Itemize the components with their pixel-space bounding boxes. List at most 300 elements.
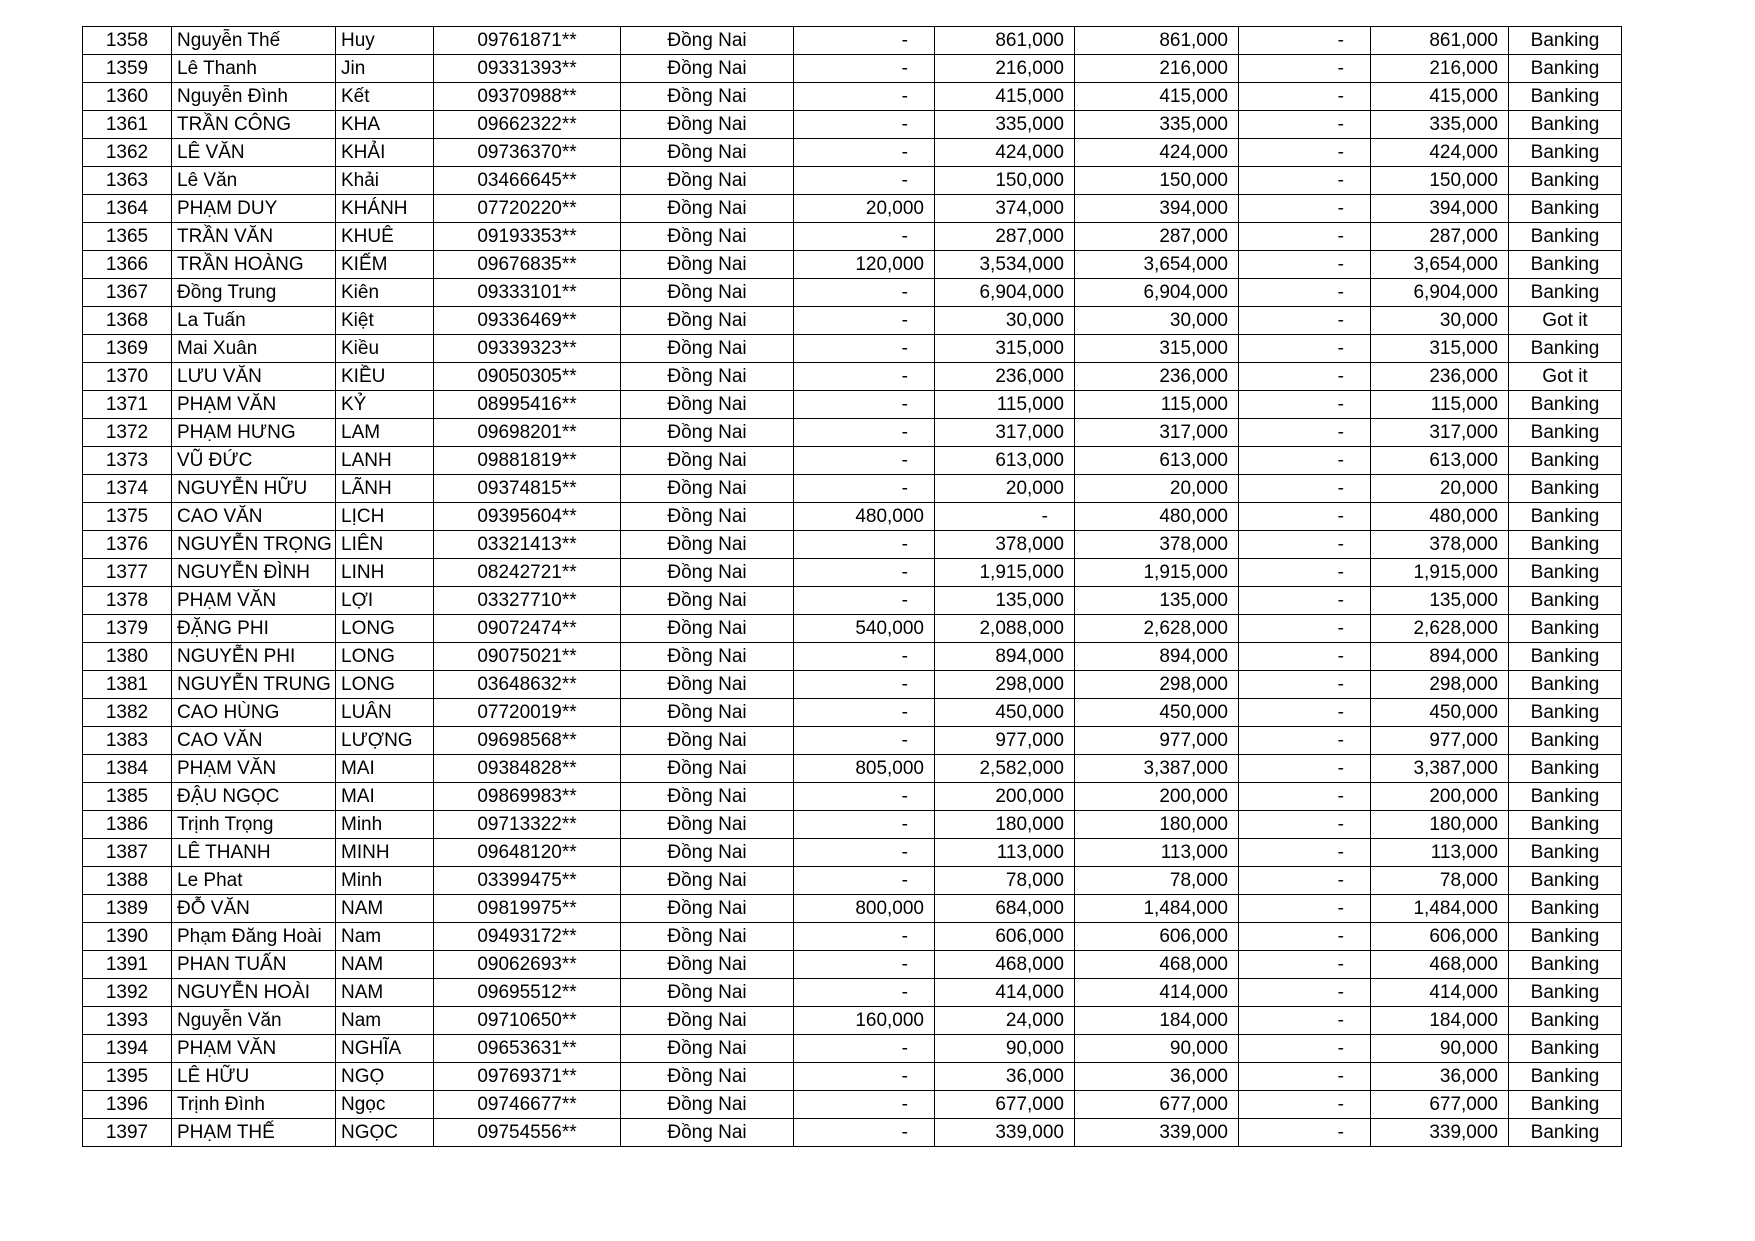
total-cell: 468,000 xyxy=(1075,951,1239,979)
phone-cell: 09075021** xyxy=(434,643,621,671)
phone-cell: 09698201** xyxy=(434,419,621,447)
row-number: 1366 xyxy=(83,251,172,279)
given-name-cell: Huy xyxy=(336,27,434,55)
payment-method-cell: Banking xyxy=(1509,951,1622,979)
deduction-cell: - xyxy=(1239,223,1371,251)
given-name-cell: KỶ xyxy=(336,391,434,419)
amount-b-cell: 861,000 xyxy=(935,27,1075,55)
table-row xyxy=(83,559,1622,587)
province-cell: Đồng Nai xyxy=(621,587,794,615)
deduction-cell: - xyxy=(1239,27,1371,55)
total-cell: 200,000 xyxy=(1075,783,1239,811)
table-row xyxy=(83,755,1622,783)
province-cell: Đồng Nai xyxy=(621,111,794,139)
province-cell: Đồng Nai xyxy=(621,391,794,419)
surname-cell: LÊ VĂN xyxy=(172,139,336,167)
payment-method-cell: Banking xyxy=(1509,587,1622,615)
deduction-cell: - xyxy=(1239,419,1371,447)
row-number: 1389 xyxy=(83,895,172,923)
net-cell: 317,000 xyxy=(1371,419,1509,447)
amount-a-cell: - xyxy=(794,951,935,979)
total-cell: 414,000 xyxy=(1075,979,1239,1007)
net-cell: 3,654,000 xyxy=(1371,251,1509,279)
amount-b-cell: 613,000 xyxy=(935,447,1075,475)
deduction-cell: - xyxy=(1239,867,1371,895)
given-name-cell: Jin xyxy=(336,55,434,83)
phone-cell: 09339323** xyxy=(434,335,621,363)
deduction-cell: - xyxy=(1239,671,1371,699)
row-number: 1386 xyxy=(83,811,172,839)
table-row xyxy=(83,727,1622,755)
deduction-cell: - xyxy=(1239,895,1371,923)
surname-cell: Nguyễn Đình xyxy=(172,83,336,111)
payment-method-cell: Banking xyxy=(1509,867,1622,895)
deduction-cell: - xyxy=(1239,503,1371,531)
province-cell: Đồng Nai xyxy=(621,811,794,839)
surname-cell: LÊ HỮU xyxy=(172,1063,336,1091)
payment-method-cell: Got it xyxy=(1509,307,1622,335)
total-cell: 339,000 xyxy=(1075,1119,1239,1147)
amount-a-cell: - xyxy=(794,587,935,615)
row-number: 1358 xyxy=(83,27,172,55)
given-name-cell: Minh xyxy=(336,867,434,895)
amount-a-cell: - xyxy=(794,923,935,951)
phone-cell: 09761871** xyxy=(434,27,621,55)
phone-cell: 09370988** xyxy=(434,83,621,111)
given-name-cell: LAM xyxy=(336,419,434,447)
payment-method-cell: Banking xyxy=(1509,979,1622,1007)
table-row xyxy=(83,167,1622,195)
deduction-cell: - xyxy=(1239,559,1371,587)
given-name-cell: LƯỢNG xyxy=(336,727,434,755)
payment-method-cell: Banking xyxy=(1509,167,1622,195)
total-cell: 894,000 xyxy=(1075,643,1239,671)
province-cell: Đồng Nai xyxy=(621,839,794,867)
amount-a-cell: - xyxy=(794,111,935,139)
phone-cell: 09395604** xyxy=(434,503,621,531)
table-row xyxy=(83,615,1622,643)
given-name-cell: KHẢI xyxy=(336,139,434,167)
payment-method-cell: Banking xyxy=(1509,139,1622,167)
table-row xyxy=(83,503,1622,531)
row-number: 1390 xyxy=(83,923,172,951)
table-row xyxy=(83,391,1622,419)
deduction-cell: - xyxy=(1239,811,1371,839)
province-cell: Đồng Nai xyxy=(621,307,794,335)
amount-b-cell: 415,000 xyxy=(935,83,1075,111)
amount-a-cell: - xyxy=(794,391,935,419)
surname-cell: NGUYỄN TRUNG xyxy=(172,671,336,699)
given-name-cell: KIẾM xyxy=(336,251,434,279)
net-cell: 298,000 xyxy=(1371,671,1509,699)
table-row xyxy=(83,979,1622,1007)
total-cell: 394,000 xyxy=(1075,195,1239,223)
amount-a-cell: 480,000 xyxy=(794,503,935,531)
net-cell: 287,000 xyxy=(1371,223,1509,251)
table-row xyxy=(83,363,1622,391)
total-cell: 317,000 xyxy=(1075,419,1239,447)
phone-cell: 03327710** xyxy=(434,587,621,615)
net-cell: 424,000 xyxy=(1371,139,1509,167)
amount-a-cell: - xyxy=(794,139,935,167)
net-cell: 216,000 xyxy=(1371,55,1509,83)
net-cell: 20,000 xyxy=(1371,475,1509,503)
net-cell: 3,387,000 xyxy=(1371,755,1509,783)
amount-b-cell: 424,000 xyxy=(935,139,1075,167)
given-name-cell: KHUÊ xyxy=(336,223,434,251)
amount-a-cell: - xyxy=(794,279,935,307)
surname-cell: TRẦN HOÀNG xyxy=(172,251,336,279)
deduction-cell: - xyxy=(1239,447,1371,475)
deduction-cell: - xyxy=(1239,55,1371,83)
net-cell: 236,000 xyxy=(1371,363,1509,391)
data-table xyxy=(82,26,1622,1147)
table-row xyxy=(83,699,1622,727)
total-cell: 287,000 xyxy=(1075,223,1239,251)
amount-b-cell: 606,000 xyxy=(935,923,1075,951)
province-cell: Đồng Nai xyxy=(621,1007,794,1035)
province-cell: Đồng Nai xyxy=(621,363,794,391)
total-cell: 977,000 xyxy=(1075,727,1239,755)
phone-cell: 09881819** xyxy=(434,447,621,475)
amount-b-cell: 36,000 xyxy=(935,1063,1075,1091)
row-number: 1382 xyxy=(83,699,172,727)
row-number: 1365 xyxy=(83,223,172,251)
payment-method-cell: Banking xyxy=(1509,1119,1622,1147)
row-number: 1384 xyxy=(83,755,172,783)
amount-a-cell: - xyxy=(794,223,935,251)
given-name-cell: LONG xyxy=(336,643,434,671)
total-cell: 20,000 xyxy=(1075,475,1239,503)
given-name-cell: LONG xyxy=(336,671,434,699)
net-cell: 30,000 xyxy=(1371,307,1509,335)
amount-a-cell: - xyxy=(794,811,935,839)
row-number: 1392 xyxy=(83,979,172,1007)
province-cell: Đồng Nai xyxy=(621,559,794,587)
table-body xyxy=(83,27,1622,1147)
payment-method-cell: Banking xyxy=(1509,419,1622,447)
net-cell: 468,000 xyxy=(1371,951,1509,979)
total-cell: 3,387,000 xyxy=(1075,755,1239,783)
surname-cell: PHẠM THẾ xyxy=(172,1119,336,1147)
deduction-cell: - xyxy=(1239,531,1371,559)
province-cell: Đồng Nai xyxy=(621,727,794,755)
province-cell: Đồng Nai xyxy=(621,895,794,923)
deduction-cell: - xyxy=(1239,643,1371,671)
payment-method-cell: Banking xyxy=(1509,279,1622,307)
phone-cell: 09710650** xyxy=(434,1007,621,1035)
surname-cell: VŨ ĐỨC xyxy=(172,447,336,475)
amount-b-cell: 287,000 xyxy=(935,223,1075,251)
amount-b-cell: 24,000 xyxy=(935,1007,1075,1035)
amount-a-cell: 20,000 xyxy=(794,195,935,223)
surname-cell: PHẠM DUY xyxy=(172,195,336,223)
payment-method-cell: Banking xyxy=(1509,1091,1622,1119)
net-cell: 90,000 xyxy=(1371,1035,1509,1063)
deduction-cell: - xyxy=(1239,923,1371,951)
total-cell: 216,000 xyxy=(1075,55,1239,83)
total-cell: 450,000 xyxy=(1075,699,1239,727)
phone-cell: 09331393** xyxy=(434,55,621,83)
row-number: 1391 xyxy=(83,951,172,979)
total-cell: 113,000 xyxy=(1075,839,1239,867)
amount-b-cell: 150,000 xyxy=(935,167,1075,195)
phone-cell: 09676835** xyxy=(434,251,621,279)
amount-a-cell: - xyxy=(794,419,935,447)
total-cell: 184,000 xyxy=(1075,1007,1239,1035)
surname-cell: ĐẬU NGỌC xyxy=(172,783,336,811)
net-cell: 378,000 xyxy=(1371,531,1509,559)
deduction-cell: - xyxy=(1239,951,1371,979)
surname-cell: PHẠM VĂN xyxy=(172,755,336,783)
province-cell: Đồng Nai xyxy=(621,615,794,643)
phone-cell: 09493172** xyxy=(434,923,621,951)
net-cell: 1,915,000 xyxy=(1371,559,1509,587)
amount-b-cell: 90,000 xyxy=(935,1035,1075,1063)
total-cell: 236,000 xyxy=(1075,363,1239,391)
phone-cell: 07720019** xyxy=(434,699,621,727)
amount-a-cell: 160,000 xyxy=(794,1007,935,1035)
row-number: 1362 xyxy=(83,139,172,167)
table-row xyxy=(83,1091,1622,1119)
amount-a-cell: - xyxy=(794,307,935,335)
phone-cell: 09713322** xyxy=(434,811,621,839)
net-cell: 180,000 xyxy=(1371,811,1509,839)
amount-b-cell: 977,000 xyxy=(935,727,1075,755)
payment-method-cell: Banking xyxy=(1509,251,1622,279)
given-name-cell: MINH xyxy=(336,839,434,867)
given-name-cell: MAI xyxy=(336,783,434,811)
surname-cell: TRẦN CÔNG xyxy=(172,111,336,139)
payment-method-cell: Banking xyxy=(1509,615,1622,643)
province-cell: Đồng Nai xyxy=(621,1035,794,1063)
amount-b-cell: 115,000 xyxy=(935,391,1075,419)
payment-method-cell: Banking xyxy=(1509,839,1622,867)
province-cell: Đồng Nai xyxy=(621,671,794,699)
amount-a-cell: - xyxy=(794,671,935,699)
net-cell: 861,000 xyxy=(1371,27,1509,55)
phone-cell: 09193353** xyxy=(434,223,621,251)
province-cell: Đồng Nai xyxy=(621,951,794,979)
net-cell: 113,000 xyxy=(1371,839,1509,867)
payment-method-cell: Banking xyxy=(1509,111,1622,139)
amount-b-cell: 684,000 xyxy=(935,895,1075,923)
table-row xyxy=(83,1119,1622,1147)
net-cell: 315,000 xyxy=(1371,335,1509,363)
surname-cell: Lê Thanh xyxy=(172,55,336,83)
phone-cell: 09746677** xyxy=(434,1091,621,1119)
total-cell: 150,000 xyxy=(1075,167,1239,195)
net-cell: 135,000 xyxy=(1371,587,1509,615)
province-cell: Đồng Nai xyxy=(621,475,794,503)
row-number: 1363 xyxy=(83,167,172,195)
province-cell: Đồng Nai xyxy=(621,1119,794,1147)
deduction-cell: - xyxy=(1239,699,1371,727)
payment-method-cell: Banking xyxy=(1509,55,1622,83)
table-row xyxy=(83,671,1622,699)
deduction-cell: - xyxy=(1239,111,1371,139)
net-cell: 415,000 xyxy=(1371,83,1509,111)
payment-method-cell: Banking xyxy=(1509,503,1622,531)
amount-a-cell: - xyxy=(794,55,935,83)
table-row xyxy=(83,111,1622,139)
row-number: 1395 xyxy=(83,1063,172,1091)
surname-cell: PHẠM VĂN xyxy=(172,1035,336,1063)
payment-method-cell: Banking xyxy=(1509,27,1622,55)
net-cell: 414,000 xyxy=(1371,979,1509,1007)
total-cell: 135,000 xyxy=(1075,587,1239,615)
net-cell: 6,904,000 xyxy=(1371,279,1509,307)
province-cell: Đồng Nai xyxy=(621,27,794,55)
total-cell: 115,000 xyxy=(1075,391,1239,419)
given-name-cell: Kiệt xyxy=(336,307,434,335)
surname-cell: Le Phat xyxy=(172,867,336,895)
phone-cell: 09648120** xyxy=(434,839,621,867)
table-row xyxy=(83,335,1622,363)
total-cell: 298,000 xyxy=(1075,671,1239,699)
total-cell: 677,000 xyxy=(1075,1091,1239,1119)
amount-a-cell: 805,000 xyxy=(794,755,935,783)
given-name-cell: LIÊN xyxy=(336,531,434,559)
given-name-cell: NGỌC xyxy=(336,1119,434,1147)
amount-a-cell: - xyxy=(794,727,935,755)
row-number: 1367 xyxy=(83,279,172,307)
surname-cell: Trịnh Trọng xyxy=(172,811,336,839)
province-cell: Đồng Nai xyxy=(621,531,794,559)
payment-method-cell: Banking xyxy=(1509,1007,1622,1035)
amount-b-cell: 30,000 xyxy=(935,307,1075,335)
total-cell: 378,000 xyxy=(1075,531,1239,559)
amount-a-cell: - xyxy=(794,335,935,363)
amount-b-cell: 216,000 xyxy=(935,55,1075,83)
amount-a-cell: - xyxy=(794,475,935,503)
payment-method-cell: Banking xyxy=(1509,531,1622,559)
total-cell: 335,000 xyxy=(1075,111,1239,139)
net-cell: 613,000 xyxy=(1371,447,1509,475)
deduction-cell: - xyxy=(1239,727,1371,755)
amount-b-cell: 317,000 xyxy=(935,419,1075,447)
surname-cell: PHẠM VĂN xyxy=(172,391,336,419)
row-number: 1394 xyxy=(83,1035,172,1063)
phone-cell: 09736370** xyxy=(434,139,621,167)
payment-method-cell: Banking xyxy=(1509,895,1622,923)
province-cell: Đồng Nai xyxy=(621,755,794,783)
table-row xyxy=(83,307,1622,335)
surname-cell: Phạm Đăng Hoài xyxy=(172,923,336,951)
net-cell: 115,000 xyxy=(1371,391,1509,419)
phone-cell: 09062693** xyxy=(434,951,621,979)
row-number: 1378 xyxy=(83,587,172,615)
province-cell: Đồng Nai xyxy=(621,83,794,111)
amount-a-cell: - xyxy=(794,1091,935,1119)
row-number: 1369 xyxy=(83,335,172,363)
province-cell: Đồng Nai xyxy=(621,335,794,363)
amount-b-cell: 135,000 xyxy=(935,587,1075,615)
deduction-cell: - xyxy=(1239,1091,1371,1119)
deduction-cell: - xyxy=(1239,1119,1371,1147)
table-row xyxy=(83,279,1622,307)
deduction-cell: - xyxy=(1239,615,1371,643)
payment-method-cell: Banking xyxy=(1509,1035,1622,1063)
amount-b-cell: 113,000 xyxy=(935,839,1075,867)
amount-a-cell: - xyxy=(794,699,935,727)
phone-cell: 08995416** xyxy=(434,391,621,419)
net-cell: 480,000 xyxy=(1371,503,1509,531)
row-number: 1360 xyxy=(83,83,172,111)
phone-cell: 03321413** xyxy=(434,531,621,559)
table-row xyxy=(83,223,1622,251)
payment-method-cell: Banking xyxy=(1509,923,1622,951)
table-row xyxy=(83,475,1622,503)
province-cell: Đồng Nai xyxy=(621,783,794,811)
payment-method-cell: Got it xyxy=(1509,363,1622,391)
province-cell: Đồng Nai xyxy=(621,447,794,475)
province-cell: Đồng Nai xyxy=(621,139,794,167)
table-row xyxy=(83,923,1622,951)
phone-cell: 09695512** xyxy=(434,979,621,1007)
surname-cell: ĐỖ VĂN xyxy=(172,895,336,923)
amount-b-cell: 1,915,000 xyxy=(935,559,1075,587)
phone-cell: 09374815** xyxy=(434,475,621,503)
amount-a-cell: 800,000 xyxy=(794,895,935,923)
amount-b-cell: 20,000 xyxy=(935,475,1075,503)
amount-b-cell: 450,000 xyxy=(935,699,1075,727)
row-number: 1370 xyxy=(83,363,172,391)
payment-method-cell: Banking xyxy=(1509,391,1622,419)
deduction-cell: - xyxy=(1239,839,1371,867)
row-number: 1364 xyxy=(83,195,172,223)
payment-method-cell: Banking xyxy=(1509,223,1622,251)
table-row xyxy=(83,587,1622,615)
row-number: 1368 xyxy=(83,307,172,335)
surname-cell: CAO VĂN xyxy=(172,503,336,531)
row-number: 1373 xyxy=(83,447,172,475)
surname-cell: NGUYỄN HỮU xyxy=(172,475,336,503)
net-cell: 184,000 xyxy=(1371,1007,1509,1035)
net-cell: 335,000 xyxy=(1371,111,1509,139)
amount-a-cell: - xyxy=(794,867,935,895)
province-cell: Đồng Nai xyxy=(621,643,794,671)
payment-method-cell: Banking xyxy=(1509,811,1622,839)
payment-method-cell: Banking xyxy=(1509,559,1622,587)
payment-method-cell: Banking xyxy=(1509,335,1622,363)
given-name-cell: Kiên xyxy=(336,279,434,307)
amount-a-cell: - xyxy=(794,839,935,867)
deduction-cell: - xyxy=(1239,1035,1371,1063)
province-cell: Đồng Nai xyxy=(621,55,794,83)
province-cell: Đồng Nai xyxy=(621,195,794,223)
deduction-cell: - xyxy=(1239,979,1371,1007)
phone-cell: 03466645** xyxy=(434,167,621,195)
phone-cell: 09072474** xyxy=(434,615,621,643)
phone-cell: 09384828** xyxy=(434,755,621,783)
surname-cell: La Tuấn xyxy=(172,307,336,335)
total-cell: 30,000 xyxy=(1075,307,1239,335)
surname-cell: Nguyễn Văn xyxy=(172,1007,336,1035)
row-number: 1375 xyxy=(83,503,172,531)
deduction-cell: - xyxy=(1239,83,1371,111)
amount-a-cell: - xyxy=(794,1119,935,1147)
surname-cell: Lê Văn xyxy=(172,167,336,195)
payment-method-cell: Banking xyxy=(1509,643,1622,671)
row-number: 1361 xyxy=(83,111,172,139)
table-row xyxy=(83,251,1622,279)
deduction-cell: - xyxy=(1239,755,1371,783)
net-cell: 450,000 xyxy=(1371,699,1509,727)
total-cell: 2,628,000 xyxy=(1075,615,1239,643)
table-row xyxy=(83,1035,1622,1063)
total-cell: 180,000 xyxy=(1075,811,1239,839)
